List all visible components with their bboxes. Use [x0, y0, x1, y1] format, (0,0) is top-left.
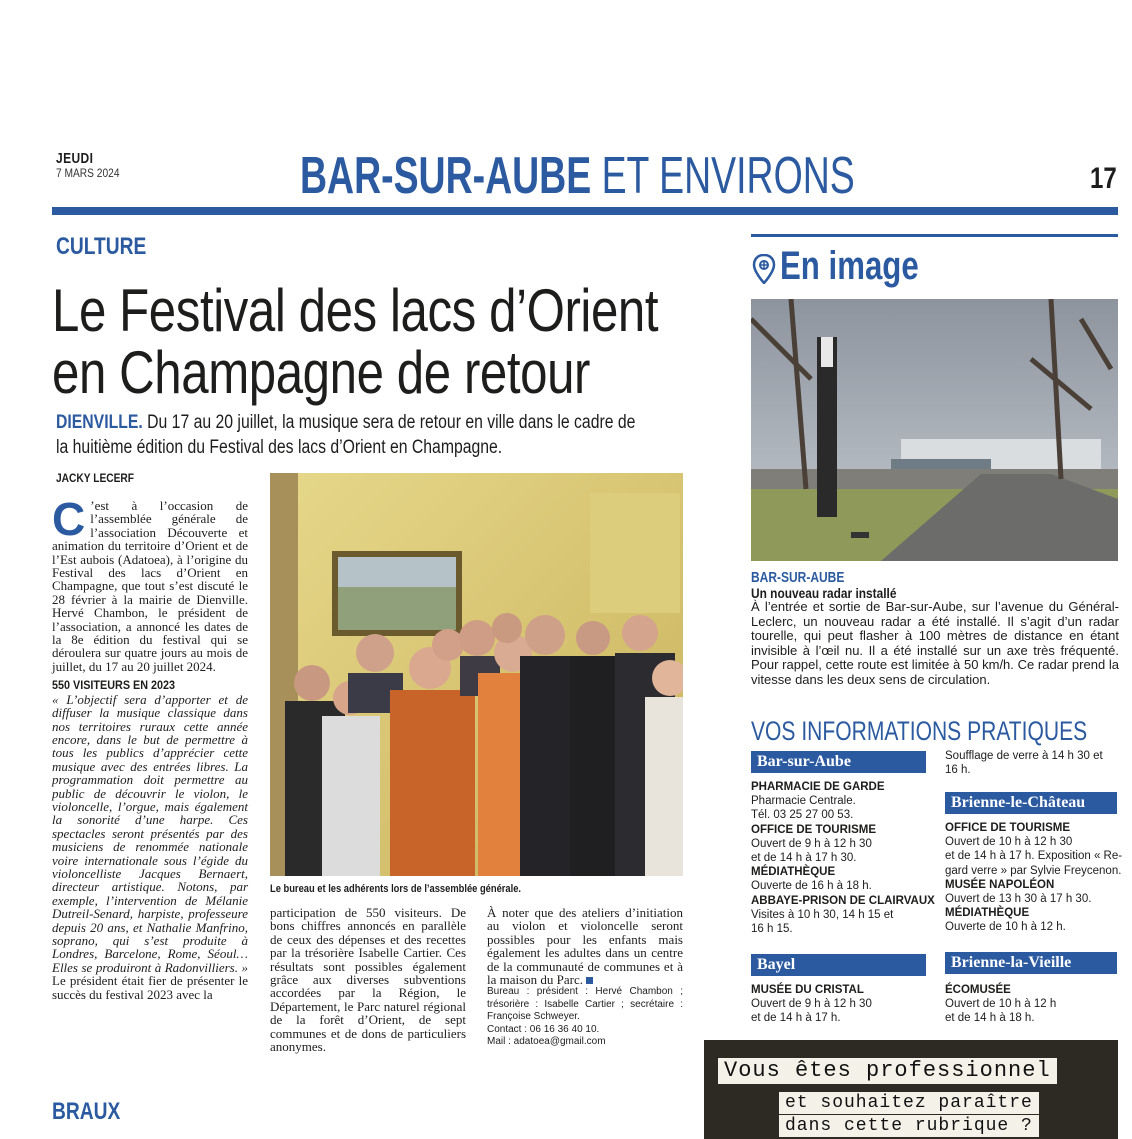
infos-brienne-la-vieille: [945, 983, 1125, 1026]
en-image-text: À l’entrée et sortie de Bar-sur-Aube, sur l’avenue du Général-Leclerc, un nouveau radar a été installé. Il s’agit d’un radar tourelle, qui peut flasher à 100 mètres de distance en étant invisible à l’œil nu. Il a été installé sur un axe très fréquenté. Pour rappel, cette route est limitée à 50 km/h. Ce radar prend la vitesse dans les deux sens de circulation.: [751, 599, 1119, 687]
bc-musee-1: Ouvert de 13 h 30 à 17 h 30.: [945, 893, 1092, 906]
chapo-place: DIENVILLE.: [56, 412, 143, 433]
pharmacie-phone: Tél. 03 25 27 00 53.: [751, 809, 854, 822]
abbaye-hours-1: Visites à 10 h 30, 14 h 15 et: [751, 908, 894, 921]
bv-eco-1: Ouvert de 10 h à 12 h: [945, 998, 1057, 1011]
mediatheque-label: MÉDIATHÈQUE: [751, 866, 836, 879]
bc-tourisme-3: gard verre » par Sylvie Freycenon.: [945, 864, 1122, 877]
header-date: 7 MARS 2024: [56, 166, 120, 180]
en-image-place: BAR-SUR-AUBE: [751, 569, 845, 586]
mail-info: Mail : adatoea@gmail.com: [487, 1036, 606, 1048]
bc-musee-label: MUSÉE NAPOLÉON: [945, 878, 1055, 891]
tourisme-label: OFFICE DE TOURISME: [751, 823, 877, 836]
en-image-title: En image: [780, 244, 919, 288]
infos-bar-sur-aube: [751, 780, 935, 936]
section-title-light: ET ENVIRONS: [591, 147, 855, 205]
tourisme-hours-2: et de 14 h à 17 h 30.: [751, 852, 857, 865]
article-paragraph-2: Le président était fier de présenter le succès du festival 2023 avec la: [52, 973, 248, 1002]
bc-media-1: Ouverte de 10 h à 12 h.: [945, 921, 1066, 934]
end-square-icon: [586, 977, 593, 984]
abbaye-label: ABBAYE-PRISON DE CLAIRVAUX: [751, 894, 935, 907]
abbaye-hours-2: 16 h 15.: [751, 923, 793, 936]
header-rule: [52, 207, 1118, 215]
promo-banner[interactable]: [704, 1040, 1118, 1139]
bv-eco-2: et de 14 h à 18 h.: [945, 1012, 1035, 1025]
promo-line-2: et souhaitez paraître: [779, 1092, 1039, 1114]
article-paragraph-3: À noter que des ateliers d’initiation au violon et violoncelle seront possibles pour les enfants mais également les adultes dans un centre de la communauté de communes et à la maison du Parc.: [487, 905, 683, 988]
tourisme-hours-1: Ouvert de 9 h à 12 h 30: [751, 837, 872, 850]
section-title: [300, 146, 855, 206]
town-brienne-la-vieille: Brienne-la-Vieille: [945, 952, 1117, 974]
location-pin-icon: [752, 254, 776, 284]
assembly-photo: [270, 473, 683, 876]
soufflage-2: 16 h.: [945, 764, 971, 777]
pharmacie-name: Pharmacie Centrale.: [751, 795, 856, 808]
bayel-musee-2: et de 14 h à 17 h.: [751, 1012, 841, 1025]
article-paragraph-1: ’est à l’occasion de l’assemblée générale de l’association Découverte et animation du territoire d’Orient et de l’Est aubois (Adatoea), à l’origine du Festival des lacs d’Orient en Champagne, que tout s’est discuté le 28 février à la mairie de Dienville. Hervé Chambon, le président de l’association, a annoncé les dates de la 8e édition du festival qui se déroulera sur quatre jours au mois de juillet, du 17 au 20 juillet 2024.: [52, 498, 248, 674]
pharmacie-label: PHARMACIE DE GARDE: [751, 781, 885, 793]
contact-info: Contact : 06 16 36 40 10.: [487, 1023, 600, 1035]
promo-line-3: dans cette rubrique ?: [779, 1115, 1039, 1137]
radar-photo: [751, 299, 1118, 561]
article-column-1: [52, 493, 248, 1002]
bc-tourisme-2: et de 14 h à 17 h. Exposition « Re-: [945, 850, 1123, 863]
promo-line-1: Vous êtes professionnel: [718, 1058, 1057, 1084]
town-brienne-le-chateau: Brienne-le-Château: [945, 792, 1117, 814]
headline-line-1: Le Festival des lacs d’Orient: [52, 277, 659, 344]
en-image-headline: Un nouveau radar installé: [751, 585, 897, 601]
infos-title: VOS INFORMATIONS PRATIQUES: [751, 716, 1088, 746]
article-column-3: [487, 906, 683, 1049]
en-image-rule: [751, 234, 1118, 237]
mediatheque-hours: Ouverte de 16 h à 18 h.: [751, 880, 872, 893]
soufflage-1: Soufflage de verre à 14 h 30 et: [945, 750, 1103, 762]
bc-media-label: MÉDIATHÈQUE: [945, 907, 1030, 920]
town-bar-sur-aube: Bar-sur-Aube: [751, 751, 926, 773]
header-day: JEUDI: [56, 150, 94, 167]
article-subhead: 550 VISITEURS EN 2023: [52, 678, 176, 693]
chapo-text: Du 17 au 20 juillet, la musique sera de retour en ville dans le cadre de la huitième édition du Festival des lacs d’Orient en Champagne.: [56, 412, 636, 458]
article-author: JACKY LECERF: [56, 471, 135, 485]
infos-brienne-le-chateau: [945, 821, 1123, 935]
bayel-musee-1: Ouvert de 9 h à 12 h 30: [751, 998, 872, 1011]
article-column-2: participation de 550 visiteurs. De bons chiffres annoncés en parallèle de ceux des dépenses et des recettes par la trésorière Isabelle Cartier. Ces résultats sont possibles également grâce aux diverses subventions accordées par la Région, le Département, le Parc naturel régional de la forêt d’Orient, de sept communes et de dons de particuliers anonymes.: [270, 905, 466, 1055]
article-quote: « L’objectif sera d’apporter et de diffuser la musique classique dans nos territoires ruraux cette année encore, dans le but de permettre à tous les publics d’apprécier cette musique avec des entrées libres. La programmation doit permettre au public de découvrir le violon, le violoncelle, l’orgue, mais également la sonorité d’une harpe. Ces spectacles seront présentés par des musiciens de renommée nationale voire internationale sous l’égide du violoncelliste Jacques Bernaert, directeur artistique. Notons, par exemple, l’intervention de Mélanie Dutreil-Senard, harpiste, professeure depuis 20 ans, et Nathalie Manfrino, soprano, qui s’est produite à Londres, Barcelone, Rome, Séoul… Elles se produiront à Radonvilliers. »: [52, 691, 248, 975]
drop-cap: C: [52, 493, 86, 545]
next-section-title: BRAUX: [52, 1098, 121, 1125]
article-rubric: CULTURE: [56, 233, 147, 260]
bureau-info: Bureau : président : Hervé Chambon ; trésorière : Isabelle Cartier ; secrétaire : Françoise Schweyer.: [487, 986, 683, 1023]
town-bayel: Bayel: [751, 954, 926, 976]
bc-tourisme-1: Ouvert de 10 h à 12 h 30: [945, 836, 1073, 849]
photo-caption: Le bureau et les adhérents lors de l’assemblée générale.: [270, 883, 522, 895]
section-title-bold: BAR-SUR-AUBE: [300, 147, 592, 205]
bv-eco-label: ÉCOMUSÉE: [945, 984, 1011, 996]
infos-bayel: [751, 983, 931, 1026]
article-headline: [52, 277, 708, 406]
infos-soufflage: [945, 749, 1125, 777]
page-number: 17: [1090, 162, 1117, 195]
bayel-musee-label: MUSÉE DU CRISTAL: [751, 984, 864, 996]
bc-tourisme-label: OFFICE DE TOURISME: [945, 822, 1071, 834]
headline-line-2: en Champagne de retour: [52, 339, 591, 406]
article-chapo: [56, 410, 637, 460]
